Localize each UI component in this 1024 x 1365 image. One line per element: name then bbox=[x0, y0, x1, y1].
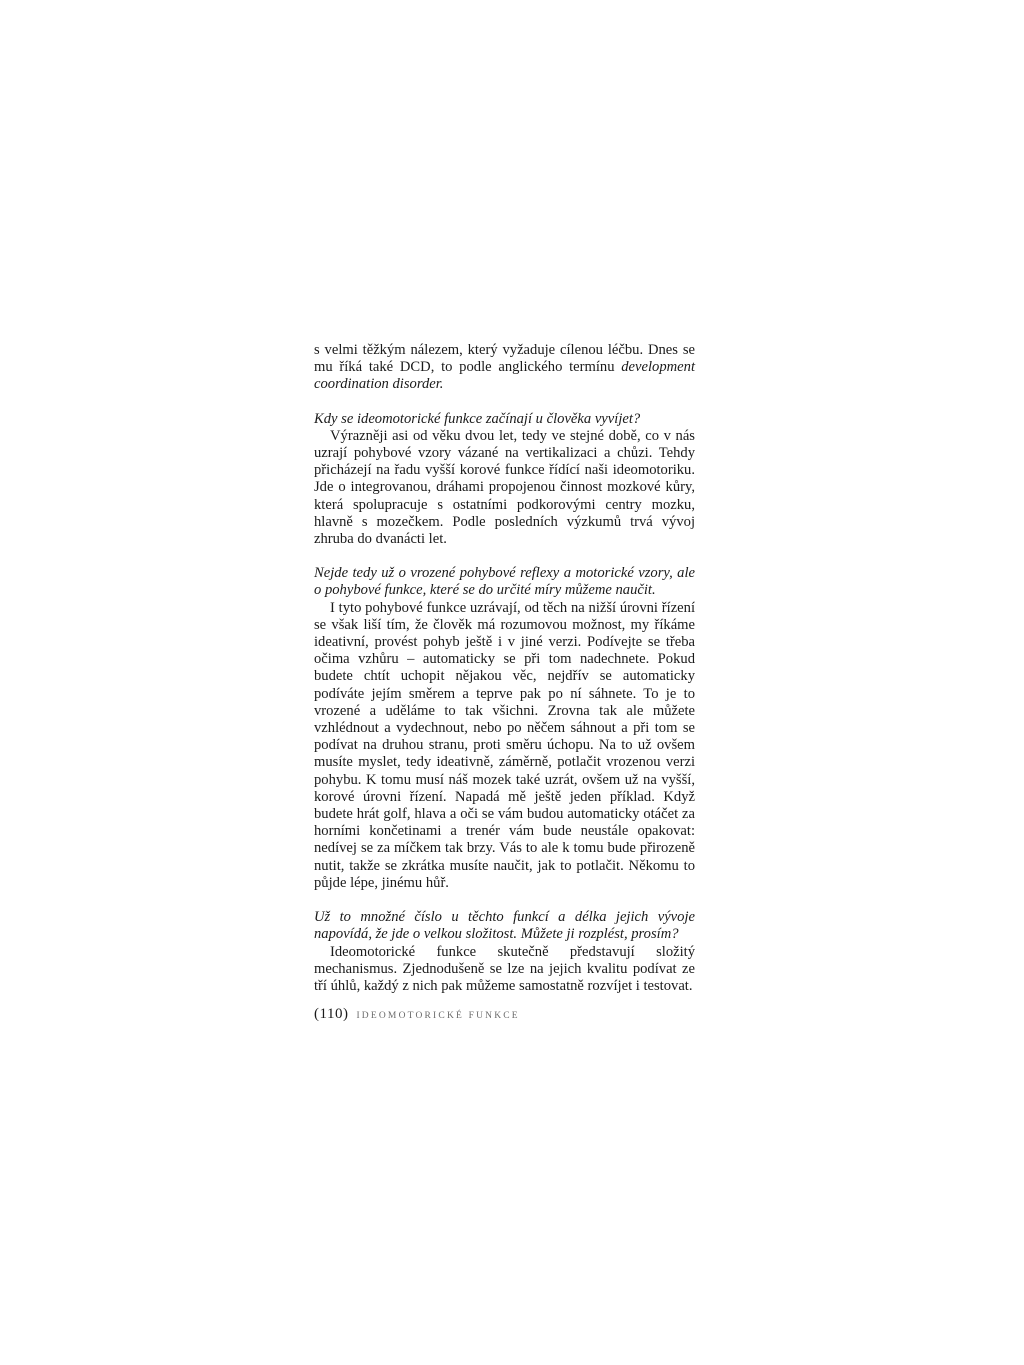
interview-answer: I tyto pohybové funkce uzrávají, od těch na nižší úrovni řízení se však liší tím, že člověk má rozumovou možnost, my říkáme ideativní, provést pohyb ještě i v jiné verzi. Podívejte se třeba očima vzhůru – automaticky se při tom nadechnete. Pokud budete chtít uchopit nějakou věc, nejdřív se automaticky podíváte jejím směrem a teprve pak po ní sáhnete. To je to vrozené a uděláme to tak všichni. Zrovna tak ale můžete vzhlédnout a vydechnout, nebo po něčem sáhnout a při tom se podívat na druhou stranu, proti směru úchopu. Na to už ovšem musíte myslet, tedy ideativně, záměrně, potlačit vrozenou verzi pohybu. K tomu musí náš mozek také uzrát, ovšem už na vyšší, korové úrovni řízení. Napadá mě ještě jeden příklad. Když budete hrát golf, hlava a oči se vám budou automaticky otáčet za horními končetinami a trenér vám bude neustále opakovat: nedívej se za míčkem tak brzy. Vás to ale k tomu bude přirozeně nutit, takže se zkrátka musíte naučit, jak to potlačit. Někomu to půjde lépe, jinému hůř. bbox=[314, 599, 695, 891]
paragraph-gap bbox=[314, 892, 695, 909]
page-number: (110) bbox=[314, 1006, 349, 1022]
paragraph-continuation bbox=[314, 342, 695, 394]
interview-question: Nejde tedy už o vrozené pohybové reflexy a motorické vzory, ale o pohybové funkce, které se do určité míry můžeme naučit. bbox=[314, 565, 695, 599]
body-text bbox=[314, 342, 695, 995]
running-head: IDEOMOTORICKÉ FUNKCE bbox=[356, 1011, 520, 1021]
paragraph-gap bbox=[314, 548, 695, 565]
paragraph-text: s velmi těžkým nálezem, který vyžaduje cílenou léčbu. Dnes se mu říká také DCD, to podle anglického termínu bbox=[314, 342, 695, 376]
italic-term: development coordination disorder. bbox=[314, 359, 695, 393]
interview-answer: Výrazněji asi od věku dvou let, tedy ve stejné době, co v nás uzrají pohybové vzory vázané na vertikalizaci a chůzi. Tehdy přicházejí na řadu vyšší korové funkce řídící naši ideomotoriku. Jde o integrovanou, dráhami propojenou činnost mozkové kůry, která spolupracuje s ostatními podkorovými centry mozku, hlavně s mozečkem. Podle posledních výzkumů trvá vývoj zhruba do dvanácti let. bbox=[314, 427, 695, 548]
interview-question: Kdy se ideomotorické funkce začínají u člověka vyvíjet? bbox=[314, 410, 641, 427]
interview-answer: Ideomotorické funkce skutečně představují složitý mechanismus. Zjednodušeně se lze na jejich kvalitu podívat ze tří úhlů, každý z nich pak můžeme samostatně rozvíjet i testovat. bbox=[314, 943, 695, 994]
paragraph-gap bbox=[314, 394, 695, 411]
page-footer bbox=[314, 1005, 520, 1023]
interview-question: Už to množné číslo u těchto funkcí a délka jejich vývoje napovídá, že jde o velkou složitost. Můžete ji rozplést, prosím? bbox=[314, 909, 695, 943]
